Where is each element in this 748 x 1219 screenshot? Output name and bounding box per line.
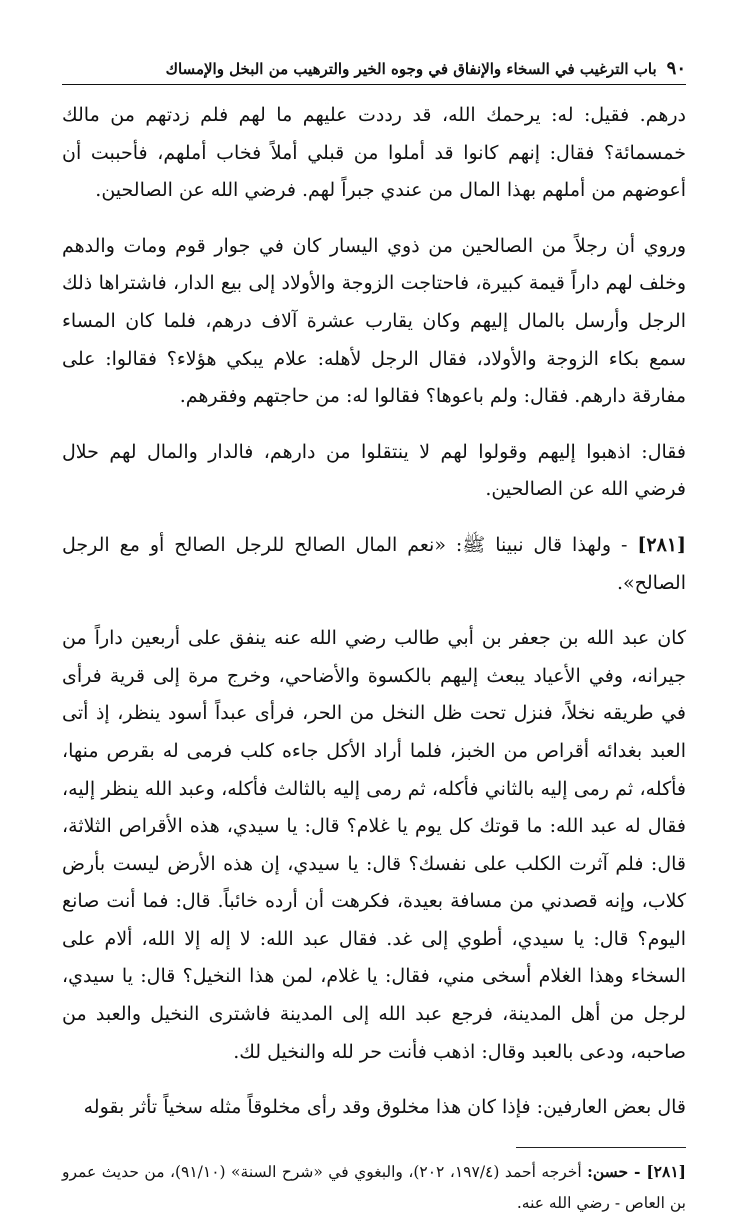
paragraph-3: فقال: اذهبوا إليهم وقولوا لهم لا ينتقلوا من دارهم، فالدار والمال لهم حلال فرضي الله عن الصالحين. bbox=[62, 440, 686, 501]
hadith-text: - ولهذا قال نبينا ﷺ: «نعم المال الصالح للرجل الصالح أو مع الرجل الصالح». bbox=[62, 533, 686, 594]
hadith-number: [٢٨١] bbox=[637, 533, 686, 556]
paragraph-4: كان عبد الله بن جعفر بن أبي طالب رضي الله عنه ينفق على أربعين داراً من جيرانه، وفي الأعياد يبعث إليهم بالكسوة والأضاحي، وخرج مرة إلى قرية فرأى في طريقه نخلاً، فنزل تحت ظل النخل من الحر، فرأى عبداً أسود ينظر، إذ أتى العبد بغدائه أقراص من الخبز، فلما أراد الأكل جاءه كلب فرمى له بقرص منها، فأكله، ثم رمى إليه بالثاني فأكله، ثم رمى إليه بالثالث فأكله، وعبد الله ينظر إليه، فقال له عبد الله: ما قوتك كل يوم يا غلام؟ قال: يا سيدي، هذه الأقراص الثلاثة، قال: فلم آثرت الكلب على نفسك؟ قال: يا سيدي، إن هذه الأرض ليست بأرض كلاب، وإنه قصدني من مسافة بعيدة، فكرهت أن أرده خائباً. قال: فما أنت صانع اليوم؟ قال: يا سيدي، أطوي إلى غد. فقال عبد الله: لا إله إلا الله، ألام على السخاء وهذا الغلام أسخى مني، فقال: يا غلام، لمن هذا النخيل؟ قال: يا سيدي، لرجل من أهل المدينة، فرجع عبد الله إلى المدينة فاشترى النخيل والعبد من صاحبه، ودعى بالعبد وقال: اذهب فأنت حر لله والنخيل لك. bbox=[62, 627, 686, 1063]
footnote-label: [٢٨١] - حسن: bbox=[587, 1161, 686, 1181]
footnote-separator bbox=[516, 1147, 686, 1148]
footnote bbox=[62, 1156, 686, 1219]
paragraph-2: وروي أن رجلاً من الصالحين من ذوي اليسار كان في جوار قوم ومات والدهم وخلف لهم داراً قيمة كبيرة، فاحتاجت الزوجة والأولاد إلى بيع الدار، فاشتراها ذلك الرجل وأرسل بالمال إليهم وكان يقارب عشرة آلاف درهم، فلما كان المساء سمع بكاء الزوجة والأولاد، فقال الرجل لأهله: علام يبكي هؤلاء؟ فقالوا: على مفارقة دارهم. فقال: ولم باعوها؟ فقالوا له: من حاجتهم وفقرهم. bbox=[62, 234, 687, 408]
page-number: ٩٠ bbox=[666, 58, 686, 79]
footnote-text: أخرجه أحمد (١٩٧/٤، ٢٠٢)، والبغوي في «شرح السنة» (٩١/١٠)، من حديث عمرو بن العاص - رضي الله عنه. bbox=[62, 1162, 686, 1212]
paragraph-1: درهم. فقيل: له: يرحمك الله، قد رددت عليهم ما لهم فلم زدتهم من مالك خمسمائة؟ فقال: إنهم كانوا قد أملوا من قبلي أملاً فخاب أملهم، فأحببت أن أعوضهم من أملهم بهذا المال من عندي جبراً لهم. فرضي الله عن الصالحين. bbox=[62, 104, 686, 202]
hadith-paragraph bbox=[62, 527, 686, 602]
running-header bbox=[62, 58, 686, 85]
chapter-title: باب الترغيب في السخاء والإنفاق في وجوه الخير والترهيب من البخل والإمساك bbox=[165, 60, 657, 78]
paragraph-5: قال بعض العارفين: فإذا كان هذا مخلوق وقد رأى مخلوقاً مثله سخياً تأثر بقوله bbox=[83, 1096, 686, 1119]
